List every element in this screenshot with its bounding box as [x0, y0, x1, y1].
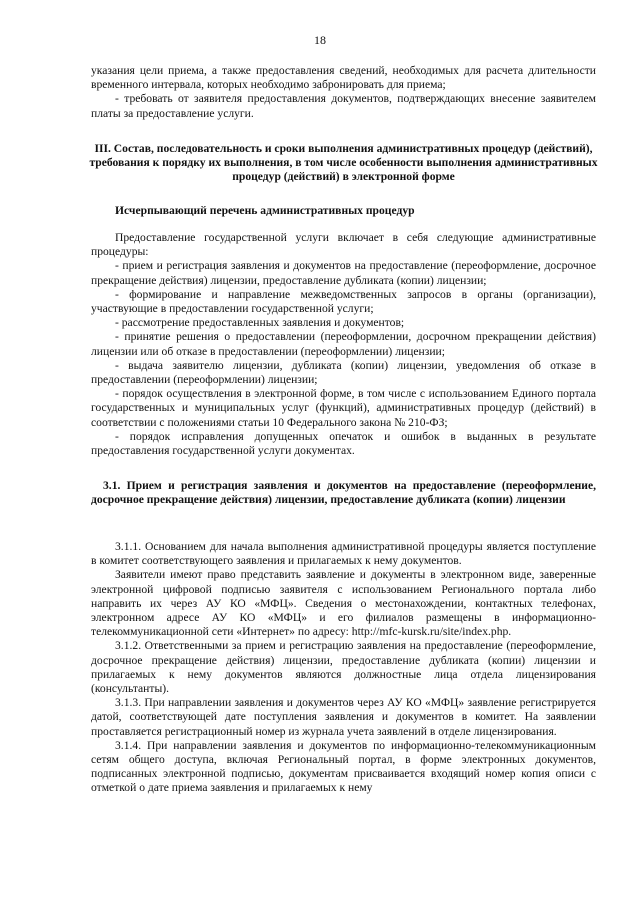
procedure-item: - порядок исправления допущенных опечаток и ошибок в выданных в результате предоставления государственной услуги документах.	[91, 429, 596, 458]
body-paragraph: 3.1.2. Ответственными за прием и регистрацию заявления на предоставление (переоформление, досрочное прекращение действия) лицензии, предоставление дубликата (копии) лицензии и прилагаемых к нему документов являются должностные лица отдела лицензирования (консультанты).	[91, 639, 596, 696]
body-paragraph: 3.1.1. Основанием для начала выполнения административной процедуры является поступление в комитет соответствующего заявления и прилагаемых к нему документов.	[91, 540, 596, 568]
procedure-item: - порядок осуществления в электронной форме, в том числе с использованием Единого портала государственных и муниципальных услуг (функций), административных процедур (действий) в соответствии с положениями статьи 10 Федерального закона № 210-ФЗ;	[91, 387, 596, 429]
intro-paragraph: указания цели приема, а также предоставления сведений, необходимых для расчета длительности временного интервала, которых необходимо забронировать для приема;	[91, 64, 596, 92]
body-paragraph: 3.1.3. При направлении заявления и документов через АУ КО «МФЦ» заявление регистрируется датой, соответствующей дате поступления заявления и документов в комитет. На заявлении проставляется регистрационный номер из журнала учета заявлений в отделе лицензирования.	[91, 696, 596, 738]
section-heading-block	[82, 142, 605, 185]
body-paragraph: 3.1.4. При направлении заявления и документов по информационно-телекоммуникационным сетям общего доступа, включая Региональный портал, в форме электронных документов, подписанных электронной подписью, документам присваивается входящий номер копия описи с отметкой о дате приема заявления и прилагаемых к нему	[91, 738, 596, 795]
section-31-heading: 3.1. Прием и регистрация заявления и документов на предоставление (переоформление, досрочное прекращение действия) лицензии, предоставление дубликата (копии) лицензии	[91, 479, 596, 507]
procedure-item: - принятие решения о предоставлении (переоформлении, досрочном прекращении действия) лицензии или об отказе в предоставлении (переоформлении) лицензии;	[91, 330, 596, 358]
intro-paragraph: - требовать от заявителя предоставления документов, подтверждающих внесение заявителем платы за предоставление услуги.	[91, 92, 596, 120]
subsection-heading-block	[91, 204, 596, 218]
section-31-heading-block	[91, 479, 596, 507]
list-intro: Предоставление государственной услуги включает в себя следующие административные процедуры:	[91, 231, 596, 259]
procedure-item: - прием и регистрация заявления и документов на предоставление (переоформление, досрочное прекращение действия) лицензии, предоставление дубликата (копии) лицензии;	[91, 259, 596, 287]
procedure-item: - рассмотрение предоставленных заявления и документов;	[115, 316, 405, 330]
intro-block	[91, 64, 596, 121]
procedure-item: - выдача заявителю лицензии, дубликата (копии) лицензии, уведомления об отказе в предоставлении (переоформлении) лицензии;	[91, 358, 596, 387]
section-31-body	[91, 540, 596, 796]
section-heading: III. Состав, последовательность и сроки выполнения административных процедур (действий), требования к порядку их выполнения, в том числе особенности выполнения административных процедур (действий) в электронной форме	[89, 142, 598, 184]
procedure-item: - формирование и направление межведомственных запросов в органы (организации), участвующие в предоставлении государственной услуги;	[91, 287, 596, 316]
procedures-block	[91, 231, 596, 458]
page-number: 18	[314, 33, 326, 47]
subsection-heading: Исчерпывающий перечень административных процедур	[115, 204, 415, 217]
body-paragraph: Заявители имеют право представить заявление и документы в электронном виде, заверенные электронной цифровой подписью заявителя с использованием Регионального портала либо направить их через АУ КО «МФЦ». Сведения о местонахождении, контактных телефонах, электронном адресе АУ КО «МФЦ» и его филиалов размещены в информационно-телекоммуникационной сети «Интернет» по адресу: http://mfc-kursk.ru/site/index.php.	[91, 568, 596, 639]
